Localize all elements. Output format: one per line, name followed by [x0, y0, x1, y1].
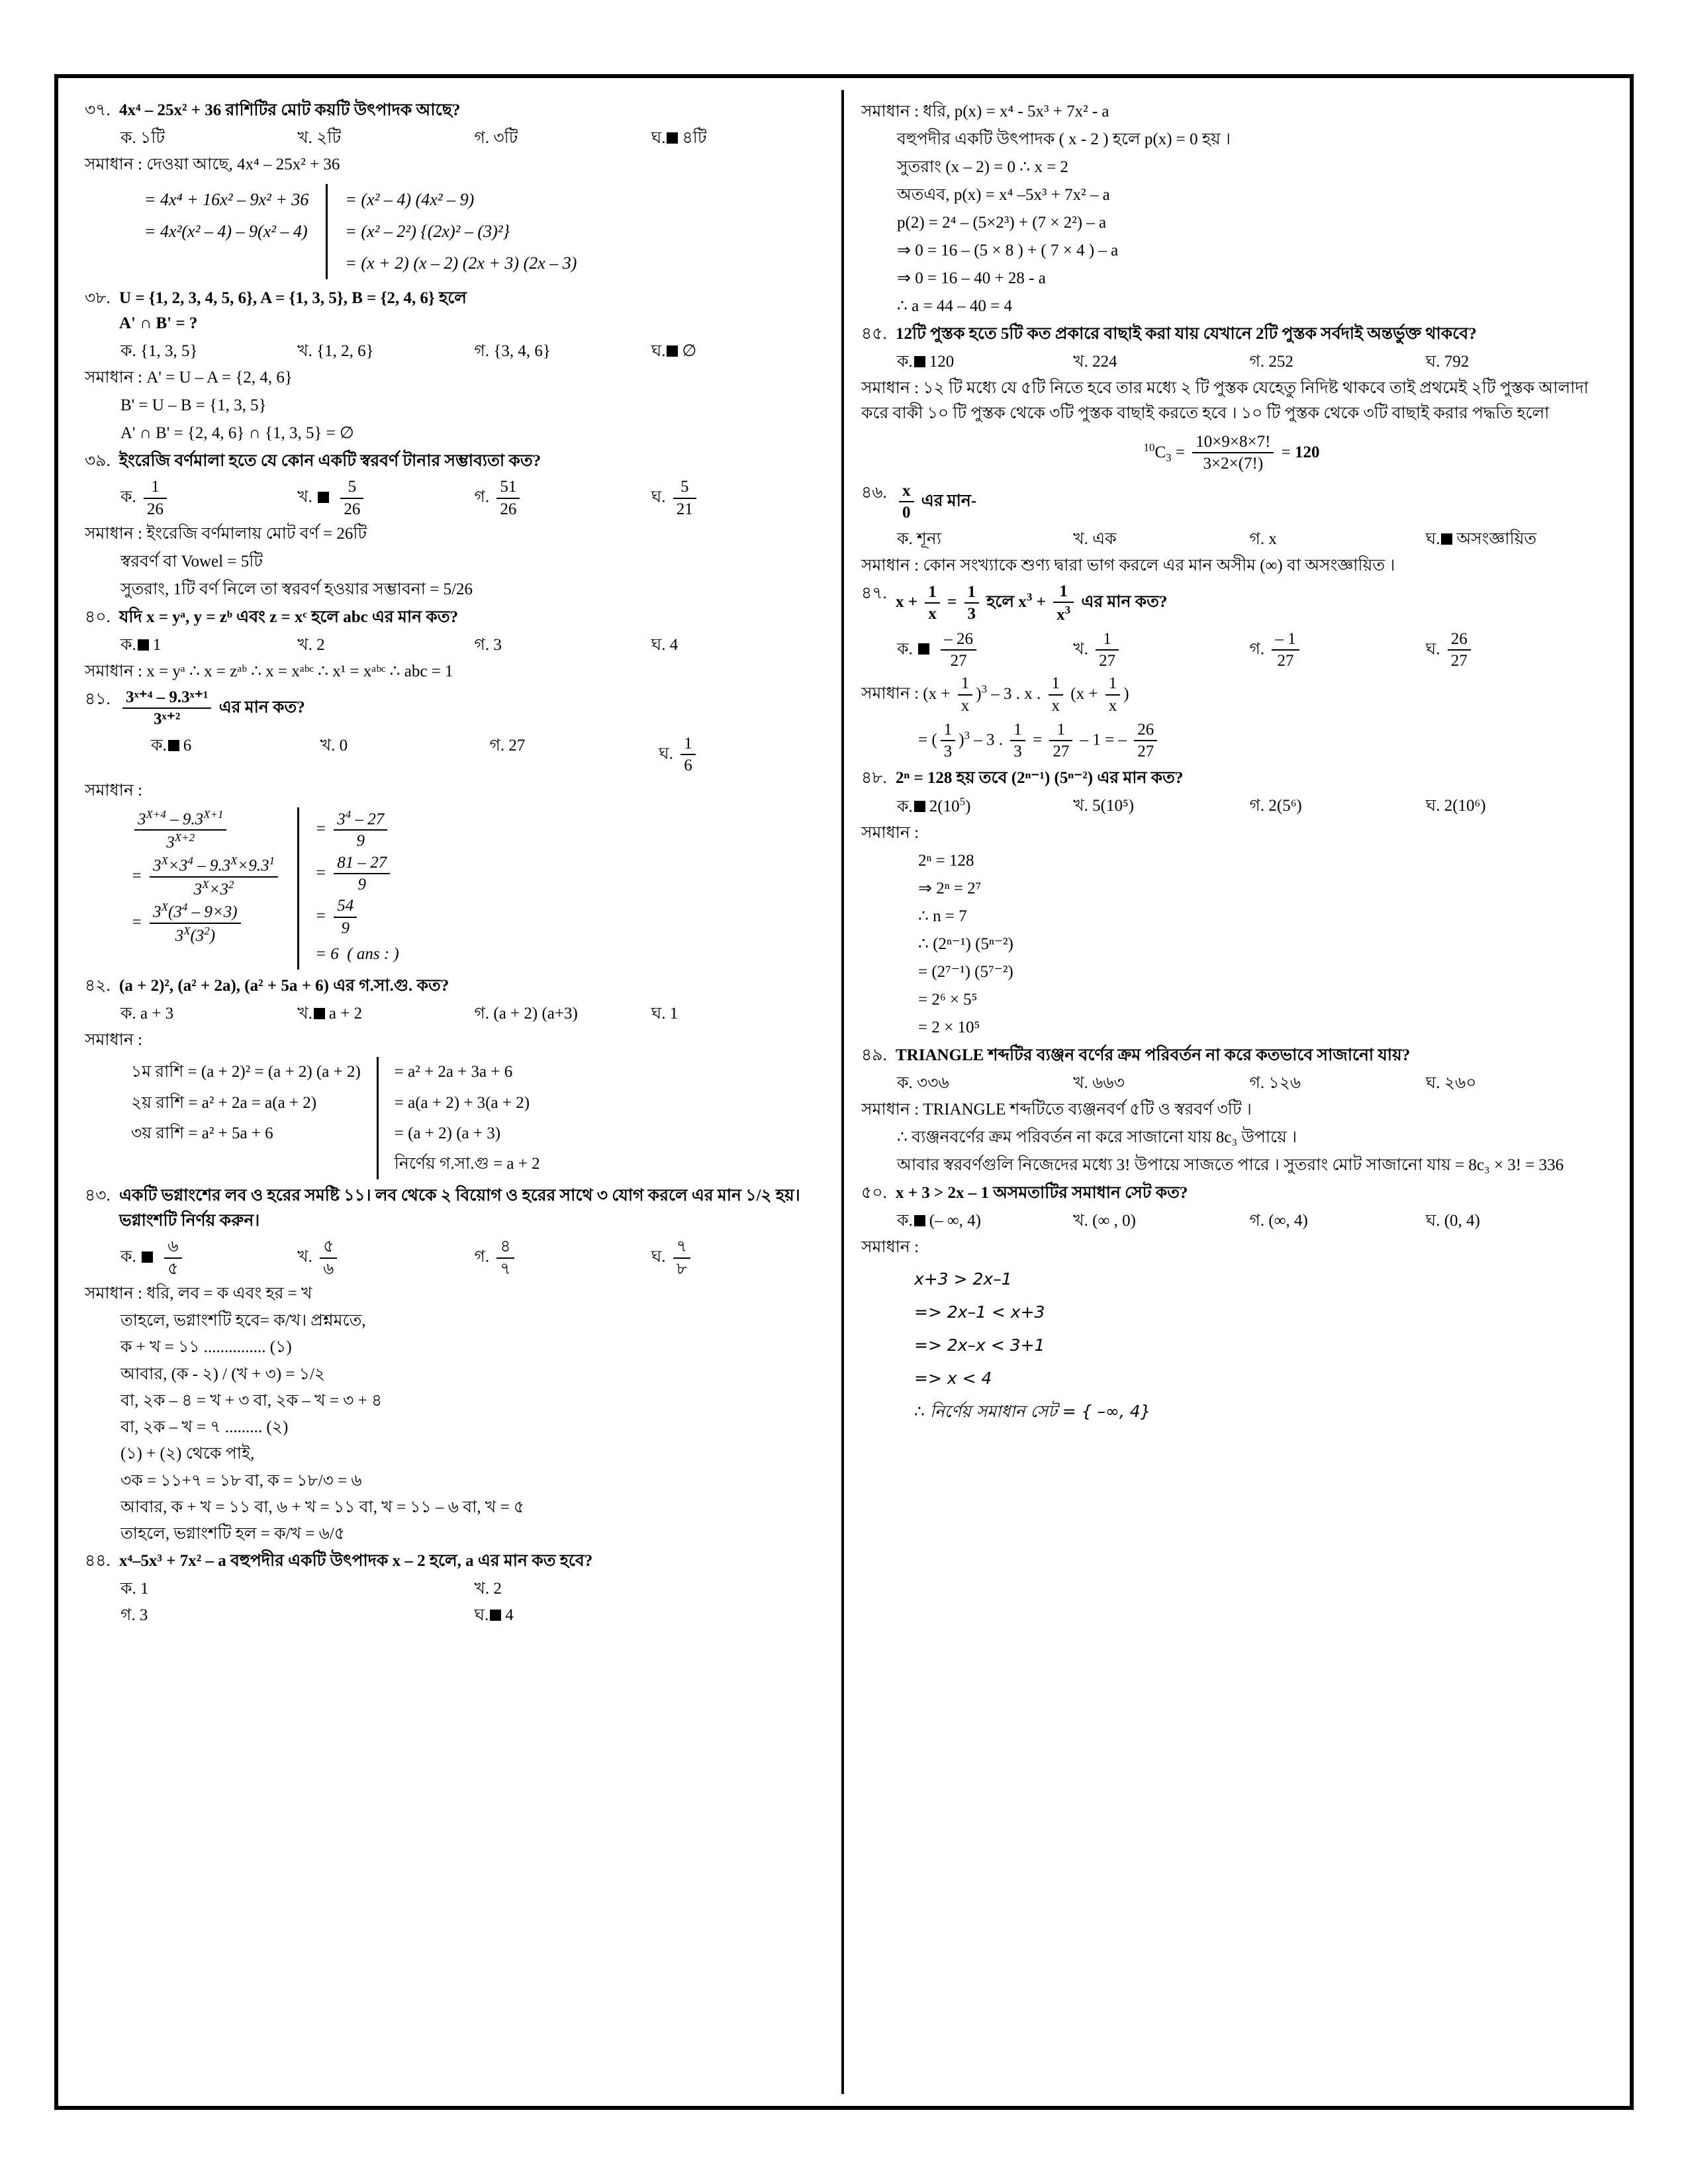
- option-gha[interactable]: ঘ. 792: [1425, 353, 1470, 371]
- options-49: [897, 1071, 1602, 1096]
- option-kha[interactable]: খ. ২টি: [297, 129, 342, 147]
- solution-line: ৩ক = ১১+৭ = ১৮ বা, ক = ১৮/৩ = ৬: [120, 1471, 362, 1490]
- solution-lead: দেওয়া আছে, 4x⁴ – 25x² + 36: [146, 156, 340, 173]
- option-gha[interactable]: ঘ. অসংজ্ঞায়িত: [1425, 529, 1537, 548]
- options-44-row2: [120, 1603, 828, 1628]
- option-ga[interactable]: গ. 252: [1249, 353, 1293, 371]
- work-line: $\frac{3^{X+4} - 9.3^{X+1}}{3^{X+2}}$: [131, 807, 281, 854]
- solution-line: A' = U – A = {2, 4, 6}: [146, 369, 293, 387]
- question-text-2: A' ∩ B' = ?: [119, 314, 198, 333]
- solution-46: [861, 553, 1602, 578]
- solution-line: ⇒ 2ⁿ = 2⁷: [918, 880, 982, 898]
- option-gha[interactable]: ঘ. ৪টি: [651, 129, 707, 147]
- option-gha[interactable]: ঘ. 4: [474, 1606, 514, 1625]
- option-label: ক.: [897, 640, 913, 659]
- option-kha[interactable]: খ. 2: [474, 1580, 502, 1598]
- question-text: TRIANGLE শব্দটির ব্যঞ্জন বর্ণের ক্রম পরিবর্তন না করে কতভাবে সাজানো যায়?: [896, 1046, 1411, 1065]
- question-number: ৩৮.: [85, 289, 111, 308]
- option-kha[interactable]: খ. 0: [320, 736, 348, 754]
- solution-47: [861, 673, 1602, 717]
- question-text: 4x⁴ – 25x² + 36 রাশিটির মোট কয়টি উৎপাদক আছে?: [119, 101, 461, 119]
- options-48: [897, 794, 1602, 819]
- option-gha[interactable]: ঘ. 2(10⁶): [1425, 796, 1486, 815]
- question-40: [85, 605, 828, 630]
- option-gha[interactable]: ঘ. (0, 4): [1425, 1212, 1480, 1230]
- solution-label: সমাধান :: [861, 684, 919, 703]
- option-ga[interactable]: গ. x: [1249, 529, 1277, 548]
- solution-label: সমাধান :: [85, 1285, 143, 1303]
- work-line: = $\frac{3^X(3^4 - 9\times 3)}{3^X(3^2)}$: [131, 900, 281, 946]
- question-44: [85, 1549, 828, 1574]
- handwritten-line: => 2x–x < 3+1: [914, 1336, 1045, 1355]
- solution-45: [861, 376, 1602, 426]
- work-line: = (x² – 2²) {(2x)² – (3)²}: [345, 222, 510, 242]
- worked-steps-37: [144, 184, 828, 279]
- solution-line: ∴ a = 44 – 40 = 4: [897, 297, 1012, 315]
- solution-label: সমাধান :: [85, 369, 143, 387]
- work-line: = (x + 2) (x – 2) (2x + 3) (2x – 3): [345, 253, 577, 273]
- options-44-row1: [120, 1576, 828, 1602]
- option-ga[interactable]: গ. ৩টি: [474, 129, 518, 147]
- option-ka[interactable]: ক. {1, 3, 5}: [120, 342, 198, 361]
- solution-line: স্বরবর্ণ বা Vowel = 5টি: [120, 553, 263, 571]
- question-46: [861, 480, 1602, 524]
- question-39: [85, 449, 828, 474]
- answer-marker: [318, 492, 329, 503]
- question-number: ৪৯.: [861, 1046, 887, 1065]
- question-text: এর মান-: [921, 492, 977, 510]
- solution-label: সমাধান :: [861, 1101, 919, 1119]
- answer-marker: [490, 1610, 501, 1621]
- question-number: ৪৩.: [85, 1187, 111, 1205]
- solution-line: বা, ২ক – খ = ৭ ......... (২): [120, 1418, 289, 1437]
- question-45: [861, 322, 1602, 347]
- answer-marker: [667, 132, 678, 144]
- option-label: ক.: [120, 1248, 136, 1266]
- solution-line: ১২ টি মধ্যে যে ৫টি নিতে হবে তার মধ্যে ২ টি পুস্তক যেহেতু নিদিষ্ট থাকবে তাই প্রথমেই ২টি পুস্তক আলাদা করে বাকী ১০ টি পুস্তক থেকে ৩টি পুস্তক বাছাই করতে হবে । ১০ টি পুস্তক থেকে ৩টি বাছাই করার পদ্ধতি হলো: [861, 379, 1589, 422]
- solution-44: [861, 99, 1602, 124]
- left-column: [73, 90, 844, 2094]
- option-label: ঘ.: [651, 488, 666, 506]
- question-number: ৩৯.: [85, 452, 111, 471]
- solution-line: আবার, (ক - ২) / (খ + ৩) = ১/২: [120, 1365, 326, 1383]
- work-line: = $\frac{81 - 27}{9}$: [315, 852, 399, 896]
- options-40: [120, 633, 828, 658]
- handwritten-line: x+3 > 2x–1: [914, 1269, 1012, 1289]
- solution-line: B' = U – B = {1, 3, 5}: [120, 396, 267, 415]
- handwritten-solution: [914, 1263, 1602, 1428]
- option-ga[interactable]: গ. {3, 4, 6}: [474, 342, 551, 361]
- options-42: [120, 1001, 828, 1026]
- answer-marker: [667, 345, 678, 357]
- solution-42-label: সমাধান :: [85, 1031, 143, 1050]
- solution-line: ⇒ 0 = 16 – (5 × 8 ) + ( 7 × 4 ) – a: [897, 242, 1119, 259]
- option-gha[interactable]: ঘ. $\frac{1}{6}$: [659, 733, 828, 777]
- question-41: [85, 687, 828, 731]
- option-kha[interactable]: খ. এক: [1073, 529, 1117, 548]
- question-text: (a + 2)², (a² + 2a), (a² + 5a + 6) এর গ.সা.গু. কত?: [119, 977, 449, 995]
- answer-marker: [914, 356, 925, 367]
- option-label: গ.: [474, 1248, 490, 1266]
- option-kha[interactable]: খ. ৬৬৩: [1073, 1074, 1125, 1093]
- solution-line: ∴ (2ⁿ⁻¹) (5ⁿ⁻²): [918, 935, 1013, 954]
- option-kha[interactable]: খ. (∞ , 0): [1073, 1212, 1136, 1230]
- solution-line: ধরি, p(x) = x⁴ - 5x³ + 7x² - a: [923, 103, 1109, 120]
- page-border: [54, 74, 1634, 2110]
- question-text: x + 3 > 2x – 1 অসমতাটির সমাধান সেট কত?: [896, 1184, 1188, 1203]
- work-line: = 4x²(x² – 4) – 9(x² – 4): [144, 222, 308, 242]
- question-49: [861, 1043, 1602, 1068]
- solution-line: = 2⁶ × 5⁵: [918, 991, 978, 1009]
- option-ga[interactable]: গ. $\frac{- 1}{27}$: [1250, 629, 1426, 672]
- work-line: = a² + 2a + 3a + 6: [394, 1063, 513, 1081]
- option-ka[interactable]: ক. $\frac{৬}{৫}$: [120, 1236, 297, 1280]
- work-line: ২য় রাশি = a² + 2a = a(a + 2): [131, 1093, 317, 1112]
- solution-49: [861, 1097, 1602, 1122]
- option-gha[interactable]: ঘ. $\frac{৭}{৮}$: [651, 1236, 828, 1280]
- solution-line: x = yᵃ ∴ x = zᵃᵇ ∴ x = xᵃᵇᶜ ∴ x¹ = xᵃᵇᶜ ∴ abc = 1: [146, 662, 453, 681]
- solution-line: কোন সংখ্যাকে শুণ্য দ্বারা ভাগ করলে এর মান অসীম (∞) বা অসংজ্ঞায়িত ।: [923, 556, 1395, 574]
- work-line: = 4x⁴ + 16x² – 9x² + 36: [144, 190, 309, 209]
- option-kha[interactable]: খ. {1, 2, 6}: [297, 342, 374, 361]
- question-48: [861, 766, 1602, 791]
- handwritten-line: => x < 4: [914, 1369, 992, 1388]
- question-fraction: $\frac{x}{0}$: [899, 480, 914, 524]
- option-ga[interactable]: গ. (∞, 4): [1249, 1212, 1308, 1230]
- solution-line: A' ∩ B' = {2, 4, 6} ∩ {1, 3, 5} = ∅: [120, 424, 354, 443]
- answer-marker: [914, 801, 925, 812]
- question-number: ৫০.: [861, 1184, 887, 1203]
- answer-marker: [1441, 533, 1452, 545]
- solution-line: সুতরাং, 1টি বর্ণ নিলে তা স্বরবর্ণ হওয়ার সম্ভাবনা = 5/26: [120, 580, 473, 599]
- option-gha[interactable]: ঘ. 1: [651, 1005, 679, 1023]
- solution-line: (১) + (২) থেকে পাই,: [120, 1445, 255, 1463]
- option-ga[interactable]: গ. 2(5⁶): [1249, 796, 1302, 815]
- option-gha[interactable]: ঘ. $\frac{26}{27}$: [1426, 629, 1602, 672]
- options-38: [120, 339, 828, 364]
- option-kha[interactable]: খ. 224: [1073, 353, 1117, 371]
- question-number: ৪৫.: [861, 325, 887, 343]
- solution-45-formula: $^{10}C_3$ = $\frac{10\times 9\times 8\times 7!}{3\times 2\times(7!)}$ = 120: [1143, 433, 1320, 473]
- question-text: x + $\frac{1}{x}$ = $\frac{1}{3}$ হলে $x^3$ + $\frac{1}{x^3}$ এর মান কত?: [896, 582, 1168, 624]
- answer-marker: [314, 1008, 325, 1019]
- question-number: ৪৭.: [861, 584, 887, 602]
- question-number: ৪৪.: [85, 1552, 111, 1570]
- option-ka[interactable]: ক. 1: [120, 1580, 149, 1598]
- option-ka[interactable]: ক. (– ∞, 4): [897, 1212, 981, 1230]
- option-ka[interactable]: ক. 120: [897, 353, 955, 371]
- question-text: 2ⁿ = 128 হয় তবে (2ⁿ⁻¹) (5ⁿ⁻²) এর মান কত?: [896, 768, 1184, 787]
- option-label: ক.: [120, 488, 136, 506]
- question-42: [85, 974, 828, 999]
- option-kha[interactable]: খ. a + 2: [297, 1005, 363, 1023]
- solution-line: তাহলে, ভগ্নাংশটি হবে= ক/খ। প্রশ্নমতে,: [120, 1312, 366, 1330]
- solution-39: [85, 522, 828, 547]
- work-line: নির্ণেয় গ.সা.গু = a + 2: [394, 1155, 540, 1173]
- answer-marker: [168, 740, 179, 751]
- work-line: = a(a + 2) + 3(a + 2): [394, 1093, 530, 1112]
- solution-line: = 2 × 10⁵: [918, 1019, 980, 1037]
- option-kha[interactable]: খ. 2: [297, 636, 325, 655]
- solution-label: সমাধান :: [85, 156, 143, 173]
- option-gha[interactable]: ঘ. $\frac{5}{21}$: [651, 477, 828, 520]
- options-45: [897, 349, 1602, 375]
- option-label: ঘ.: [651, 1248, 666, 1266]
- options-37: [120, 126, 828, 151]
- option-ka[interactable]: ক. $\frac{1}{26}$: [120, 477, 297, 520]
- solution-line: TRIANGLE শব্দটিতে ব্যঞ্জনবর্ণ ৫টি ও স্বরবর্ণ ৩টি ।: [923, 1101, 1252, 1119]
- solution-38: [85, 365, 828, 390]
- question-text: U = {1, 2, 3, 4, 5, 6}, A = {1, 3, 5}, B = {2, 4, 6} হলে: [119, 289, 467, 308]
- options-39: [120, 477, 828, 520]
- solution-line: ∴ ব্যঞ্জনবর্ণের ক্রম পরিবর্তন না করে সাজানো যায় 8c₃ উপায়ে ।: [897, 1128, 1297, 1147]
- worked-steps-41: [131, 807, 828, 970]
- options-50: [897, 1208, 1602, 1234]
- option-ka[interactable]: ক. ১টি: [120, 129, 165, 147]
- solution-41-label: সমাধান :: [85, 781, 143, 799]
- option-ga[interactable]: গ. 3: [120, 1606, 148, 1625]
- option-label: গ.: [1249, 640, 1265, 659]
- solution-37: [85, 152, 828, 177]
- solution-line: = (2⁷⁻¹) (5⁷⁻²): [918, 963, 1013, 981]
- option-ka[interactable]: ক. ৩৩৬: [897, 1074, 949, 1093]
- right-column: [844, 90, 1615, 2094]
- option-ka[interactable]: ক. 1: [120, 636, 162, 655]
- solution-label: সমাধান :: [861, 103, 919, 120]
- option-ga[interactable]: গ. 3: [474, 636, 502, 655]
- solution-line: p(2) = 2⁴ – (5×2³) + (7 × 2²) – a: [897, 214, 1107, 232]
- question-text: একটি ভগ্নাংশের লব ও হরের সমষ্টি ১১। লব থেকে ২ বিয়োগ ও হরের সাথে ৩ যোগ করলে এর মান ১/২ হয়। ভগ্নাংশটি নির্ণয় করুন।: [119, 1187, 800, 1230]
- solution-line: বহুপদীর একটি উৎপাদক ( x - 2 ) হলে p(x) = 0 হয় ।: [897, 130, 1231, 148]
- option-kha[interactable]: খ. 5(10⁵): [1073, 796, 1135, 815]
- options-47: [897, 629, 1602, 672]
- solution-line: তাহলে, ভগ্নাংশটি হল = ক/খ = ৬/৫: [120, 1525, 346, 1543]
- solution-line: ইংরেজি বর্ণমালায় মোট বর্ণ = 26টি: [146, 525, 367, 543]
- work-line: = (x² – 4) (4x² – 9): [345, 190, 475, 209]
- solution-line: সুতরাং (x – 2) = 0 ∴ x = 2: [897, 158, 1069, 176]
- question-43: [85, 1183, 828, 1234]
- solution-line: আবার, ক + খ = ১১ বা, ৬ + খ = ১১ বা, খ = ১১ – ৬ বা, খ = ৫: [120, 1498, 525, 1516]
- solution-line: (x + $\frac{1}{x}$ )$^3$ – 3 . x . $\frac{1}{x}$ (x + $\frac{1}{x}$ ): [923, 674, 1129, 715]
- answer-marker: [914, 1215, 925, 1226]
- solution-48-label: সমাধান :: [861, 824, 919, 842]
- work-line: = $\frac{3^4 - 27}{9}$: [315, 807, 399, 852]
- option-ga[interactable]: গ. (a + 2) (a+3): [474, 1005, 578, 1023]
- question-number: ৪০.: [85, 608, 111, 627]
- option-ka[interactable]: ক. 6: [151, 736, 192, 754]
- option-kha[interactable]: খ. $\frac{1}{27}$: [1073, 629, 1249, 672]
- solution-50-label: সমাধান :: [861, 1238, 919, 1257]
- question-number: ৪২.: [85, 977, 111, 995]
- option-ga[interactable]: গ. ১২৬: [1249, 1074, 1301, 1093]
- solution-line: 2ⁿ = 128: [918, 852, 974, 870]
- option-label: ঘ.: [1425, 640, 1440, 659]
- option-ka[interactable]: ক. $\frac{- 26}{27}$: [897, 629, 1073, 672]
- option-gha[interactable]: ঘ. ২৬০: [1425, 1074, 1477, 1093]
- option-gha[interactable]: ঘ. ∅: [651, 342, 697, 361]
- answer-marker: [142, 1251, 153, 1263]
- solution-label: সমাধান :: [861, 379, 919, 397]
- options-41: [120, 733, 828, 777]
- option-ga[interactable]: গ. 27: [489, 736, 526, 754]
- question-text: 12টি পুস্তক হতে 5টি কত প্রকারে বাছাই করা যায় যেখানে 2টি পুস্তক সর্বদাই অন্তর্ভুক্ত থাকবে?: [896, 325, 1477, 343]
- options-43: [120, 1236, 828, 1280]
- option-label: গ.: [474, 488, 490, 506]
- option-label: খ.: [1073, 640, 1088, 659]
- question-number: ৩৭.: [85, 101, 111, 119]
- work-line: ১ম রাশি = (a + 2)² = (a + 2) (a + 2): [131, 1063, 361, 1081]
- solution-label: সমাধান :: [85, 662, 143, 681]
- question-number: ৪৮.: [861, 768, 887, 787]
- solution-line: = ( $\frac{1}{3}$ )$^3$ – 3 . $\frac{1}{3}$ = $\frac{1}{27}$ – 1 = – $\frac{26}{27}$: [918, 719, 1602, 763]
- solution-line: ∴ n = 7: [918, 907, 967, 926]
- question-47: [861, 581, 1602, 626]
- option-label: খ.: [297, 1248, 312, 1266]
- question-37: [85, 98, 828, 123]
- solution-line: ক + খ = ১১ ............... (১): [120, 1338, 292, 1357]
- work-line: = 6 ( ans : ): [315, 945, 399, 964]
- answer-marker: [918, 643, 929, 655]
- solution-line: আবার স্বরবর্ণগুলি নিজেদের মধ্যে 3! উপায়ে সাজতে পারে । সুতরাং মোট সাজানো যায় = 8c₃ × 3! = 336: [897, 1156, 1564, 1175]
- question-38: [85, 286, 828, 336]
- question-50: [861, 1181, 1602, 1206]
- solution-label: সমাধান :: [85, 525, 143, 543]
- solution-line: অতএব, p(x) = x⁴ –5x³ + 7x² – a: [897, 186, 1110, 204]
- worked-steps-42: [131, 1057, 828, 1179]
- solution-40: [85, 659, 828, 684]
- solution-line: ধরি, লব = ক এবং হর = খ: [146, 1285, 312, 1303]
- handwritten-line: ∴ নির্ণেয় সমাধান সেট = { –∞, 4}: [914, 1402, 1151, 1422]
- question-text: এর মান কত?: [218, 698, 305, 717]
- options-46: [897, 527, 1602, 552]
- option-kha[interactable]: খ. $\frac{5}{26}$: [297, 477, 474, 520]
- question-text: ইংরেজি বর্ণমালা হতে যে কোন একটি স্বরবর্ণ টানার সম্ভাব্যতা কত?: [119, 452, 541, 471]
- question-text: যদি x = yᵃ, y = zᵇ এবং z = xᶜ হলে abc এর মান কত?: [119, 608, 459, 627]
- handwritten-line: => 2x–1 < x+3: [914, 1302, 1045, 1322]
- option-ga[interactable]: গ. $\frac{৪}{৭}$: [475, 1236, 651, 1280]
- solution-label: সমাধান :: [861, 556, 919, 574]
- work-line: ৩য় রাশি = a² + 5a + 6: [131, 1124, 273, 1142]
- option-ka[interactable]: ক. a + 3: [120, 1005, 174, 1023]
- option-ga[interactable]: গ. $\frac{51}{26}$: [475, 477, 651, 520]
- work-line: = $\frac{54}{9}$: [315, 895, 399, 939]
- work-line: = (a + 2) (a + 3): [394, 1124, 501, 1142]
- question-number: ৪১.: [85, 690, 111, 709]
- option-gha[interactable]: ঘ. 4: [651, 636, 679, 655]
- option-kha[interactable]: খ. $\frac{৫}{৬}$: [297, 1236, 474, 1280]
- solution-43: [85, 1281, 828, 1306]
- question-number: ৪৬.: [861, 483, 887, 502]
- question-text: x⁴–5x³ + 7x² – a বহুপদীর একটি উৎপাদক x – 2 হলে, a এর মান কত হবে?: [119, 1552, 593, 1570]
- option-ka[interactable]: ক. $2(10^5)$: [897, 795, 971, 816]
- solution-line: বা, ২ক – ৪ = খ + ৩ বা, ২ক – খ = ৩ + ৪: [120, 1391, 383, 1410]
- option-ka[interactable]: ক. শূন্য: [897, 529, 941, 548]
- answer-marker: [138, 639, 149, 651]
- work-line: = $\frac{3^X\times 3^4 - 9.3^X\times 9.3^1}{3^X\times 3^2}$: [131, 854, 281, 900]
- question-fraction: $\frac{\text{3ˣ⁺⁴ – 9.3ˣ⁺¹}}{\text{3ˣ⁺²}}$: [122, 687, 211, 731]
- option-label: খ.: [297, 488, 312, 506]
- solution-line: ⇒ 0 = 16 – 40 + 28 - a: [897, 269, 1046, 287]
